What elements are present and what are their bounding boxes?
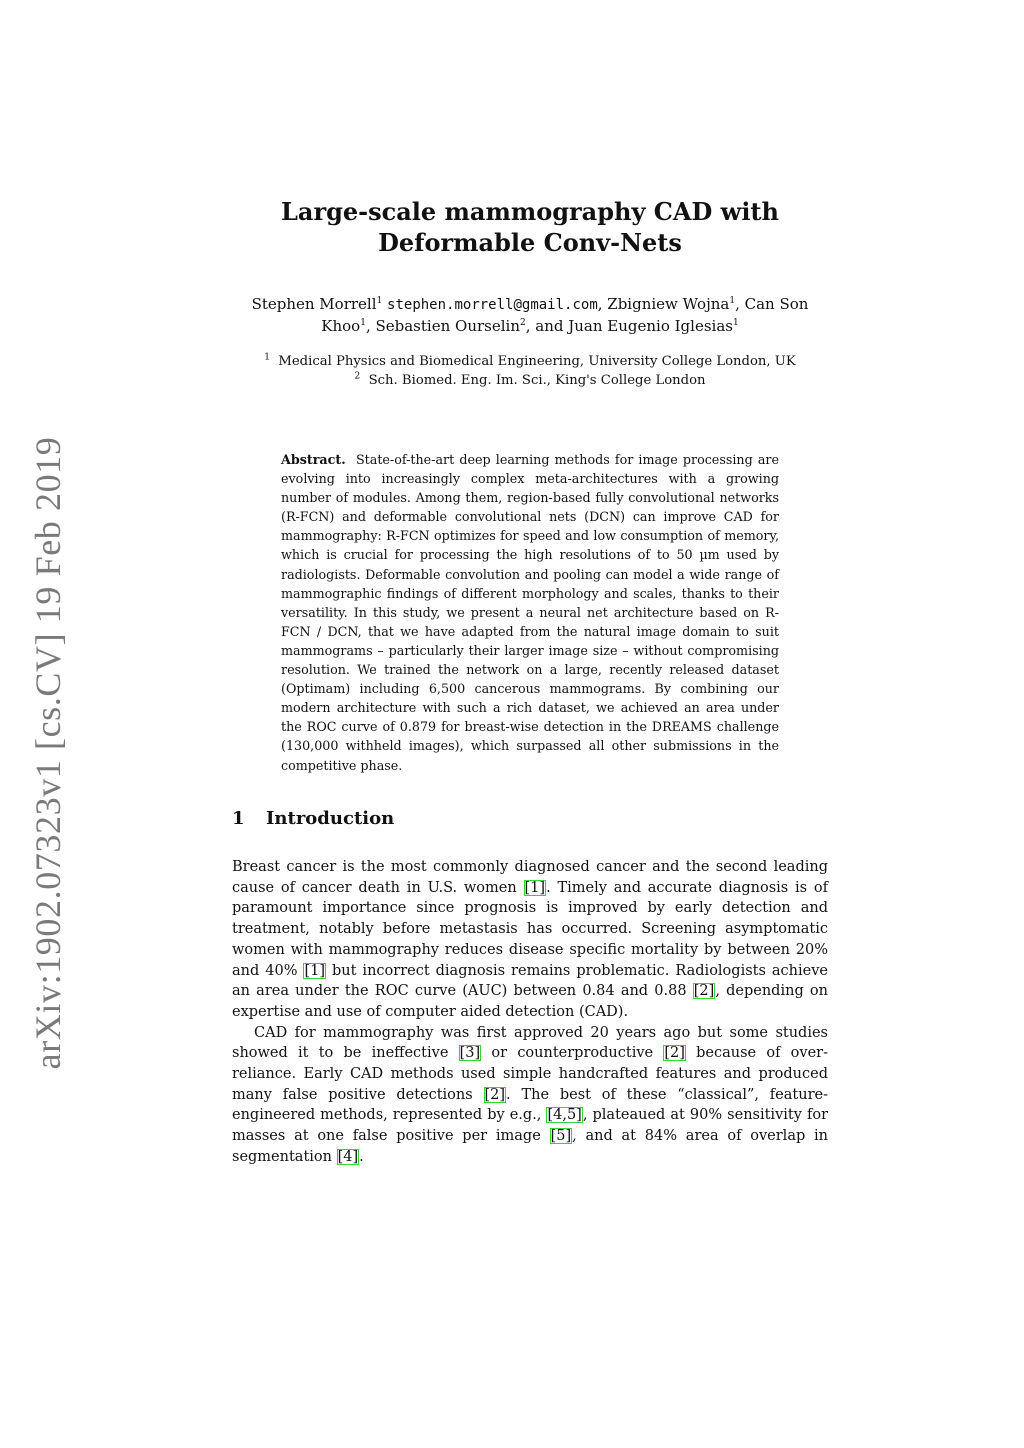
citation-link[interactable]: [5] [550, 1128, 572, 1145]
arxiv-id: arXiv:1902.07323v1 [cs.CV] 19 Feb 2019 [28, 436, 68, 1070]
author-name: , Zbigniew Wojna [597, 295, 730, 313]
affiliation-text: Medical Physics and Biomedical Engineering, University College London, UK [278, 354, 796, 369]
citation-link[interactable]: [1] [524, 879, 546, 896]
author-name: , Can Son [735, 295, 809, 313]
paragraph [232, 1023, 828, 1168]
paragraph-text: CAD for mammography was first approved 20 years ago but some studies showed it to be ineffective [232, 1024, 828, 1062]
title-line-1: Large-scale mammography CAD with [281, 197, 779, 226]
affiliation-text: Sch. Biomed. Eng. Im. Sci., King's College London [368, 373, 706, 388]
affiliation-mark: 1 [376, 296, 383, 306]
paragraph-text: Breast cancer is the most commonly diagnosed cancer and the second leading cause of cancer death in U.S. women [232, 859, 828, 896]
citation-link[interactable]: [3] [459, 1045, 481, 1062]
title-line-2: Deformable Conv-Nets [378, 228, 682, 257]
author-line-1 [232, 294, 828, 316]
arxiv-sidebar-stamp [18, 436, 78, 1070]
paragraph-text: because of over-reliance. Early CAD methods used simple handcrafted features and produced many false positive detections [232, 1045, 829, 1103]
author-name: Khoo [321, 317, 361, 335]
paragraph-text: , plateaued at 90% sensitivity for masses at one false positive per image [232, 1107, 828, 1145]
author-list [232, 294, 828, 337]
citation-link[interactable]: [2] [693, 983, 715, 1000]
paragraph-text: . [359, 1148, 364, 1165]
section-title: Introduction [266, 808, 395, 829]
citation-link[interactable]: [4] [337, 1148, 359, 1165]
affiliation-2 [232, 371, 828, 390]
author-line-2 [232, 316, 828, 337]
citation-link[interactable]: [1] [304, 962, 326, 979]
introduction-body [232, 857, 828, 1168]
affiliation-mark: 1 [729, 296, 736, 306]
section-number: 1 [232, 808, 245, 829]
affiliation-1 [232, 352, 828, 371]
affiliation-mark: 1 [360, 318, 366, 328]
paper-title [232, 196, 828, 258]
abstract-label: Abstract. [281, 452, 346, 467]
citation-link[interactable]: [4,5] [547, 1107, 582, 1124]
author-name: , and Juan Eugenio Iglesias [525, 317, 733, 335]
affiliation-mark: 2 [519, 318, 526, 328]
citation-link[interactable]: [2] [664, 1045, 685, 1062]
abstract [281, 450, 779, 775]
affiliations [232, 352, 828, 390]
paragraph-text: but incorrect diagnosis remains problematic. Radiologists achieve an area under the ROC curve (AUC) between 0.84 and 0.88 [232, 962, 828, 1000]
citation-link[interactable]: [2] [484, 1086, 506, 1103]
affiliation-mark: 1 [264, 352, 270, 363]
paragraph-text: or counterproductive [481, 1045, 664, 1062]
paragraph [232, 857, 828, 1023]
paragraph-text: , depending on expertise and use of computer aided detection (CAD). [232, 983, 828, 1020]
affiliation-mark: 2 [354, 371, 361, 382]
paragraph-text: . The best of these “classical”, feature-engineered methods, represented by e.g., [232, 1086, 828, 1124]
affiliation-mark: 1 [732, 318, 739, 328]
paragraph-text: . Timely and accurate diagnosis is of paramount importance since prognosis is improved by early detection and treatment, notably before metastasis has occurred. Screening asymptomatic women with mammography reduces disease specific mortality by between 20% and 40% [232, 879, 828, 979]
paragraph-text: , and at 84% area of overlap in segmentation [232, 1128, 829, 1165]
abstract-text: State-of-the-art deep learning methods for image processing are evolving into increasingly complex meta-architectures with a growing number of modules. Among them, region-based fully convolutional networks (R-FCN) and deformable convolutional nets (DCN) can improve CAD for mammography: R-FCN optimizes for speed and low consumption of memory, which is crucial for processing the high resolutions of to 50 µm used by radiologists. Deformable convolution and pooling can model a wide range of mammographic findings of different morphology and scales, thanks to their versatility. In this study, we present a neural net architecture based on R-FCN / DCN, that we have adapted from the natural image domain to suit mammograms – particularly their larger image size – without compromising resolution. We trained the network on a large, recently released dataset (Optimam) including 6,500 cancerous mammograms. By combining our modern architecture with such a rich dataset, we achieved an area under the ROC curve of 0.879 for breast-wise detection in the DREAMS challenge (130,000 withheld images), which surpassed all other submissions in the competitive phase. [281, 452, 779, 773]
author-email: stephen.morrell@gmail.com [387, 297, 598, 313]
section-heading [232, 808, 828, 829]
author-name: Stephen Morrell [251, 295, 377, 313]
author-name: , Sebastien Ourselin [365, 317, 520, 335]
